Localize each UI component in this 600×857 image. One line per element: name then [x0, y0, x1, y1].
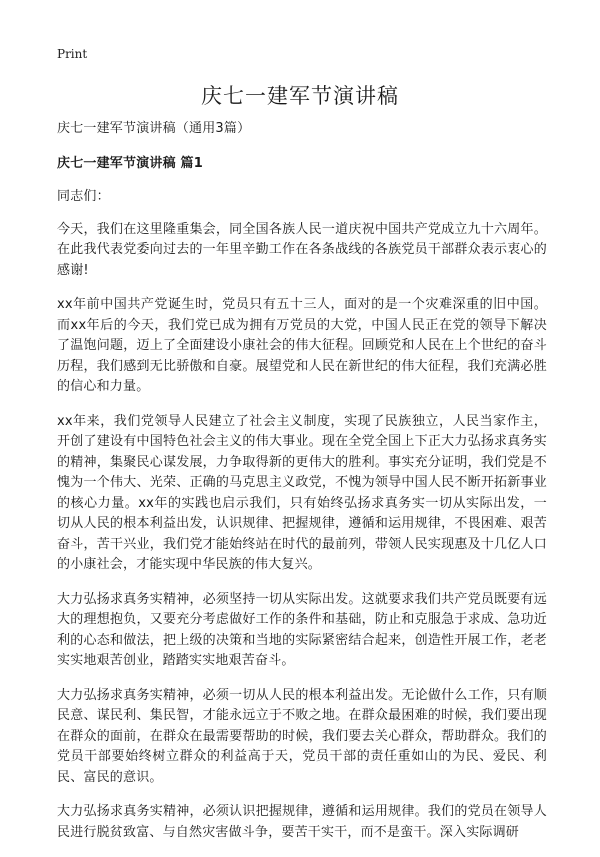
document-body [57, 119, 547, 857]
document-title: 庆七一建军节演讲稿 [201, 84, 399, 108]
body-paragraph: 大力弘扬求真务实精神，必须认识把握规律，遵循和运用规律。我们的党员在领导人民进行脱贫致富、与自然灾害做斗争，要苦干实干，而不是蛮干。深入实际调研 [57, 804, 547, 840]
body-paragraph: xx年前中国共产党诞生时，党员只有五十三人，面对的是一个灾难深重的旧中国。而xx年后的今天，我们党已成为拥有万党员的大党，中国人民正在党的领导下解决了温饱问题，迈上了全面建设小康社会的伟大征程。回顾党和人民在上个世纪的奋斗历程，我们感到无比骄傲和自豪。展望党和人民在新世纪的伟大征程，我们充满必胜的信心和力量。 [57, 297, 547, 394]
greeting-text: 同志们： [57, 189, 110, 204]
body-paragraph: xx年来，我们党领导人民建立了社会主义制度，实现了民族独立，人民当家作主，开创了建设有中国特色社会主义的伟大事业。现在全党全国上下正大力弘扬求真务实的精神，集聚民心谋发展，力争取得新的更伟大的胜利。事实充分证明，我们党是不愧为一个伟大、光荣、正确的马克思主义政党，不愧为领导中国人民不断开拓新事业的核心力量。xx年的实践也启示我们，只有始终弘扬求真务实一切从实际出发，一切从人民的根本利益出发，认识规律、把握规律，遵循和运用规律，不畏困难、艰苦奋斗，苦干兴业，我们党才能始终站在时代的最前列，带领人民实现惠及十几亿人口的小康社会，才能实现中华民族的伟大复兴。 [57, 413, 547, 572]
print-label: Print [57, 47, 88, 61]
section-heading: 庆七一建军节演讲稿 篇1 [57, 155, 203, 171]
body-paragraph: 今天，我们在这里隆重集会，同全国各族人民一道庆祝中国共产党成立九十六周年。在此我代表党委向过去的一年里辛勤工作在各条战线的各族党员干部群众表示衷心的感谢! [57, 221, 547, 278]
document-subtitle: 庆七一建军节演讲稿（通用3篇） [57, 121, 251, 136]
body-paragraph: 大力弘扬求真务实精神，必须一切从人民的根本利益出发。无论做什么工作，只有顺民意、谋民利、集民智，才能永远立于不败之地。在群众最困难的时候，我们要出现在群众的面前，在群众在最需要帮助的时候，我们要去关心群众，帮助群众。我们的党员干部要始终树立群众的利益高于天，党员干部的责任重如山的为民、爱民、利民、富民的意识。 [57, 687, 547, 785]
body-paragraph: 大力弘扬求真务实精神，必须坚持一切从实际出发。这就要求我们共产党员既要有远大的理想抱负，又要充分考虑做好工作的条件和基础，防止和克服急于求成、急功近利的心态和做法，把上级的决策和当地的实际紧密结合起来，创造性开展工作，老老实实地艰苦创业，踏踏实实地艰苦奋斗。 [57, 591, 547, 668]
